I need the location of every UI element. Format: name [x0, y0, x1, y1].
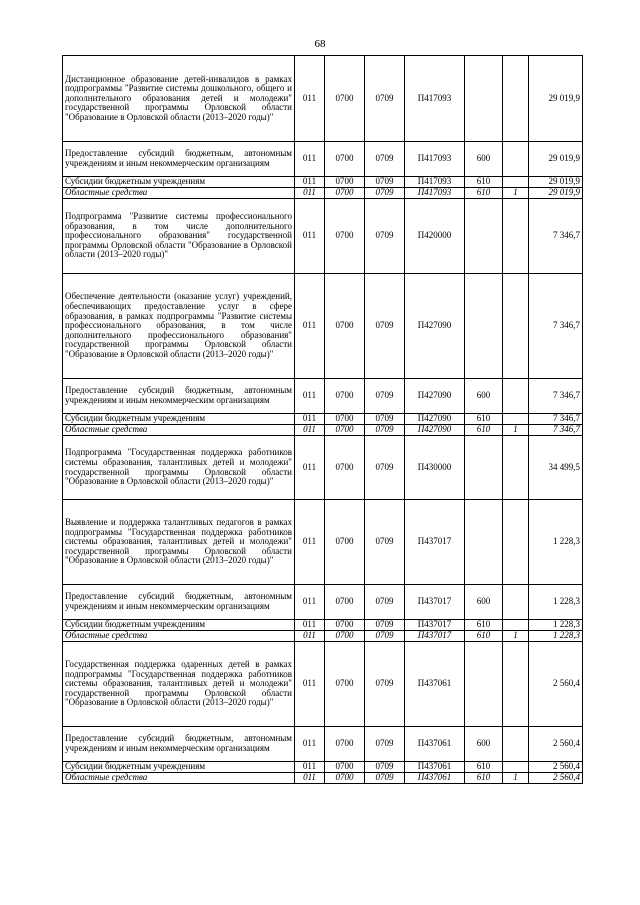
cell-expense-type: 610 [465, 631, 503, 642]
cell-target-article: П427090 [405, 425, 465, 436]
cell-section-code: 0700 [325, 188, 365, 199]
cell-target-article: П437061 [405, 727, 465, 762]
cell-amount: 1 228,3 [529, 620, 583, 631]
cell-expense-type [465, 642, 503, 727]
cell-amount: 2 560,4 [529, 762, 583, 773]
cell-subsection-code: 0709 [365, 436, 405, 500]
cell-amount: 7 346,7 [529, 274, 583, 379]
cell-subsection-code: 0709 [365, 188, 405, 199]
cell-amount: 29 019,9 [529, 188, 583, 199]
cell-ministry-code: 011 [295, 620, 325, 631]
cell-ministry-code: 011 [295, 631, 325, 642]
cell-subsection-code: 0709 [365, 620, 405, 631]
cell-expense-type [465, 199, 503, 274]
cell-name: Дистанционное образование детей-инвалидов в рамках подпрограммы "Развитие системы дошкольного, общего и дополнительного образования детей и молодежи" государственной программы Орловской области "Образование в Орловской области (2013–2020 годы)" [63, 56, 295, 142]
table-row [63, 727, 583, 762]
cell-name: Государственная поддержка одаренных детей в рамках подпрограммы "Государственная поддержка работников системы образования, талантливых детей и молодежи" государственной программы Орловской области "Образование в Орловской области (2013–2020 годы)" [63, 642, 295, 727]
cell-subsection-code: 0709 [365, 727, 405, 762]
cell-amount: 7 346,7 [529, 425, 583, 436]
cell-section-code: 0700 [325, 620, 365, 631]
cell-name: Обеспечение деятельности (оказание услуг) учреждений, обеспечивающих предоставление услуг в сфере образования, в рамках подпрограммы "Развитие системы профессионального образования, в том числе дополнительного профессионального образования" государственной программы Орловской области "Образование в Орловской области (2013–2020 годы)" [63, 274, 295, 379]
cell-expense-type: 610 [465, 177, 503, 188]
cell-target-article: П437017 [405, 585, 465, 620]
table-row [63, 188, 583, 199]
cell-section-code: 0700 [325, 379, 365, 414]
cell-ministry-code: 011 [295, 727, 325, 762]
cell-target-article: П417093 [405, 188, 465, 199]
cell-expense-type: 600 [465, 142, 503, 177]
cell-section-code: 0700 [325, 631, 365, 642]
cell-target-article: П417093 [405, 177, 465, 188]
table-row [63, 436, 583, 500]
cell-name: Субсидии бюджетным учреждениям [63, 414, 295, 425]
cell-target-article: П437017 [405, 500, 465, 585]
cell-subsection-code: 0709 [365, 142, 405, 177]
cell-expense-type: 610 [465, 762, 503, 773]
cell-section-code: 0700 [325, 274, 365, 379]
cell-subsection-code: 0709 [365, 414, 405, 425]
cell-name: Выявление и поддержка талантливых педагогов в рамках подпрограммы "Государственная поддержка работников системы образования, талантливых детей и молодежи" государственной программы Орловской области "Образование в Орловской области (2013–2020 годы)" [63, 500, 295, 585]
cell-expense-type: 600 [465, 585, 503, 620]
cell-expense-type [465, 436, 503, 500]
cell-ministry-code: 011 [295, 379, 325, 414]
cell-fund-source [503, 620, 529, 631]
cell-ministry-code: 011 [295, 188, 325, 199]
cell-name: Предоставление субсидий бюджетным, автономным учреждениям и иным некоммерческим организациям [63, 585, 295, 620]
cell-section-code: 0700 [325, 727, 365, 762]
cell-target-article: П427090 [405, 414, 465, 425]
cell-section-code: 0700 [325, 585, 365, 620]
cell-fund-source [503, 177, 529, 188]
cell-target-article: П437017 [405, 620, 465, 631]
table-row [63, 585, 583, 620]
cell-section-code: 0700 [325, 762, 365, 773]
cell-expense-type [465, 56, 503, 142]
cell-expense-type: 610 [465, 414, 503, 425]
cell-fund-source [503, 414, 529, 425]
cell-target-article: П417093 [405, 142, 465, 177]
cell-fund-source [503, 274, 529, 379]
table-row [63, 762, 583, 773]
table-row [63, 142, 583, 177]
cell-fund-source [503, 642, 529, 727]
cell-expense-type: 610 [465, 773, 503, 784]
cell-amount: 2 560,4 [529, 773, 583, 784]
cell-name: Областные средства [63, 425, 295, 436]
table-body [63, 56, 583, 784]
table-row [63, 500, 583, 585]
cell-fund-source: 1 [503, 188, 529, 199]
cell-section-code: 0700 [325, 436, 365, 500]
cell-ministry-code: 011 [295, 436, 325, 500]
cell-subsection-code: 0709 [365, 379, 405, 414]
table-row [63, 177, 583, 188]
cell-amount: 7 346,7 [529, 414, 583, 425]
cell-target-article: П417093 [405, 56, 465, 142]
cell-section-code: 0700 [325, 425, 365, 436]
cell-name: Подпрограмма "Развитие системы профессионального образования, в том числе дополнительного профессионального образования" государственной программы Орловской области "Образование в Орловской области (2013–2020 годы)" [63, 199, 295, 274]
cell-subsection-code: 0709 [365, 762, 405, 773]
cell-ministry-code: 011 [295, 500, 325, 585]
cell-amount: 7 346,7 [529, 199, 583, 274]
table-row [63, 773, 583, 784]
cell-name: Субсидии бюджетным учреждениям [63, 177, 295, 188]
cell-subsection-code: 0709 [365, 425, 405, 436]
cell-fund-source [503, 379, 529, 414]
table-row [63, 620, 583, 631]
cell-amount: 29 019,9 [529, 56, 583, 142]
cell-target-article: П430000 [405, 436, 465, 500]
cell-name: Областные средства [63, 631, 295, 642]
cell-fund-source [503, 142, 529, 177]
cell-amount: 29 019,9 [529, 142, 583, 177]
cell-target-article: П427090 [405, 379, 465, 414]
cell-fund-source: 1 [503, 773, 529, 784]
cell-fund-source [503, 56, 529, 142]
cell-expense-type: 600 [465, 379, 503, 414]
table-row [63, 425, 583, 436]
cell-subsection-code: 0709 [365, 585, 405, 620]
cell-ministry-code: 011 [295, 177, 325, 188]
cell-expense-type: 610 [465, 188, 503, 199]
cell-fund-source [503, 762, 529, 773]
cell-subsection-code: 0709 [365, 773, 405, 784]
cell-ministry-code: 011 [295, 642, 325, 727]
cell-target-article: П437061 [405, 773, 465, 784]
cell-target-article: П420000 [405, 199, 465, 274]
cell-fund-source [503, 199, 529, 274]
cell-section-code: 0700 [325, 199, 365, 274]
cell-expense-type: 610 [465, 620, 503, 631]
cell-subsection-code: 0709 [365, 631, 405, 642]
table-row [63, 631, 583, 642]
cell-section-code: 0700 [325, 414, 365, 425]
cell-name: Субсидии бюджетным учреждениям [63, 620, 295, 631]
cell-subsection-code: 0709 [365, 177, 405, 188]
cell-section-code: 0700 [325, 177, 365, 188]
cell-fund-source [503, 436, 529, 500]
table-row [63, 274, 583, 379]
table-row [63, 379, 583, 414]
cell-amount: 34 499,5 [529, 436, 583, 500]
cell-section-code: 0700 [325, 142, 365, 177]
cell-ministry-code: 011 [295, 56, 325, 142]
cell-amount: 1 228,3 [529, 585, 583, 620]
cell-ministry-code: 011 [295, 762, 325, 773]
cell-fund-source: 1 [503, 425, 529, 436]
cell-subsection-code: 0709 [365, 274, 405, 379]
cell-name: Предоставление субсидий бюджетным, автономным учреждениям и иным некоммерческим организациям [63, 379, 295, 414]
budget-table [62, 55, 583, 784]
table-row [63, 642, 583, 727]
cell-target-article: П427090 [405, 274, 465, 379]
cell-expense-type [465, 500, 503, 585]
cell-name: Субсидии бюджетным учреждениям [63, 762, 295, 773]
page-number: 68 [314, 38, 326, 50]
cell-name: Предоставление субсидий бюджетным, автономным учреждениям и иным некоммерческим организациям [63, 142, 295, 177]
cell-subsection-code: 0709 [365, 199, 405, 274]
cell-subsection-code: 0709 [365, 56, 405, 142]
table-row [63, 414, 583, 425]
cell-amount: 2 560,4 [529, 727, 583, 762]
cell-fund-source [503, 500, 529, 585]
cell-ministry-code: 011 [295, 274, 325, 379]
cell-ministry-code: 011 [295, 585, 325, 620]
table-row [63, 199, 583, 274]
cell-expense-type: 600 [465, 727, 503, 762]
cell-amount: 7 346,7 [529, 379, 583, 414]
cell-expense-type [465, 274, 503, 379]
cell-ministry-code: 011 [295, 773, 325, 784]
cell-name: Подпрограмма "Государственная поддержка работников системы образования, талантливых детей и молодежи" государственной программы Орловской области "Образование в Орловской области (2013–2020 годы)" [63, 436, 295, 500]
cell-ministry-code: 011 [295, 425, 325, 436]
cell-amount: 29 019,9 [529, 177, 583, 188]
cell-amount: 1 228,3 [529, 631, 583, 642]
cell-ministry-code: 011 [295, 199, 325, 274]
cell-target-article: П437061 [405, 762, 465, 773]
cell-ministry-code: 011 [295, 142, 325, 177]
cell-name: Областные средства [63, 773, 295, 784]
cell-section-code: 0700 [325, 500, 365, 585]
cell-ministry-code: 011 [295, 414, 325, 425]
cell-target-article: П437017 [405, 631, 465, 642]
cell-amount: 1 228,3 [529, 500, 583, 585]
cell-subsection-code: 0709 [365, 500, 405, 585]
table-row [63, 56, 583, 142]
cell-target-article: П437061 [405, 642, 465, 727]
cell-section-code: 0700 [325, 642, 365, 727]
cell-expense-type: 610 [465, 425, 503, 436]
cell-amount: 2 560,4 [529, 642, 583, 727]
cell-name: Предоставление субсидий бюджетным, автономным учреждениям и иным некоммерческим организациям [63, 727, 295, 762]
cell-subsection-code: 0709 [365, 642, 405, 727]
cell-fund-source [503, 727, 529, 762]
cell-name: Областные средства [63, 188, 295, 199]
cell-section-code: 0700 [325, 773, 365, 784]
cell-section-code: 0700 [325, 56, 365, 142]
cell-fund-source [503, 585, 529, 620]
cell-fund-source: 1 [503, 631, 529, 642]
